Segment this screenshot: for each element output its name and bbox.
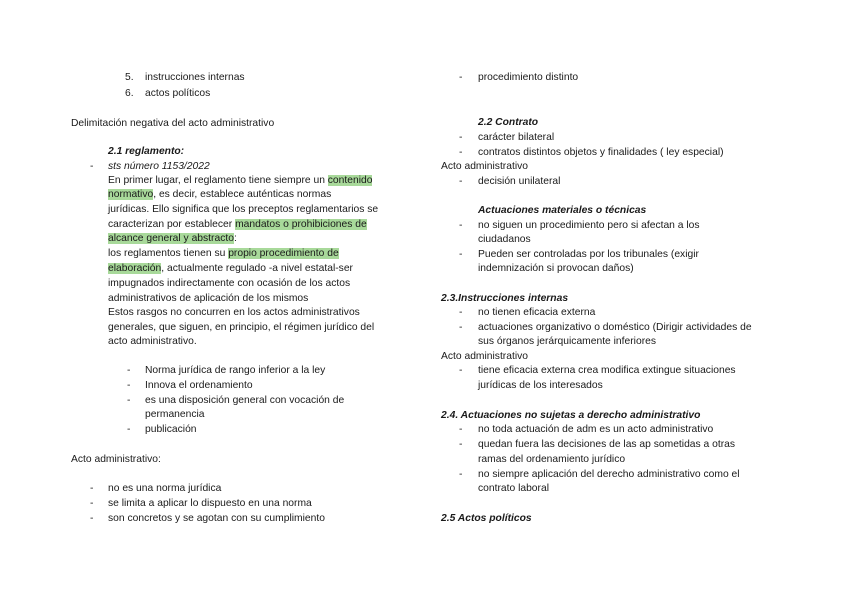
paragraph-line [108,262,353,276]
list-item: es una disposición general con vocación de [145,395,345,406]
list-item: no siempre aplicación del derecho administrativo como el [478,469,740,480]
list-item: tiene eficacia externa crea modifica extingue situaciones [478,365,736,376]
list-item: son concretos y se agotan con su cumplimiento [108,513,325,524]
list-item-continuation: ramas del ordenamiento jurídico [478,454,626,465]
highlighted-text: contenido [327,175,373,186]
list-item: se limita a aplicar lo dispuesto en una norma [108,498,312,509]
paragraph-line: generales, que siguen, en principio, el régimen jurídico del [108,322,375,333]
highlighted-text: mandatos o prohibiciones de [235,219,367,230]
list-item: decisión unilateral [478,176,561,187]
section-title-reglamento: 2.1 reglamento: [108,146,185,157]
list-number: 5. [125,72,134,83]
paragraph-line: impugnados indirectamente con ocasión de los actos [108,278,351,289]
list-item: Pueden ser controladas por los tribunales (exigir [478,249,699,260]
bullet-dash: - [459,72,463,83]
highlighted-text: propio procedimiento de [228,248,339,259]
list-item-continuation: sus órganos jerárquicamente inferiores [478,336,656,347]
bullet-dash: - [459,469,463,480]
paragraph-line [108,247,339,261]
list-item: publicación [145,424,197,435]
paragraph-line: administrativos de aplicación de los mismos [108,293,309,304]
bullet-dash: - [459,322,463,333]
bullet-dash: - [90,498,94,509]
list-number: 6. [125,88,134,99]
bullet-dash: - [127,424,131,435]
list-item: no es una norma jurídica [108,483,222,494]
section-title-actos-politicos: 2.5 Actos políticos [441,513,532,524]
acto-label: Acto administrativo [441,161,528,172]
section-title-no-sujetas: 2.4. Actuaciones no sujetas a derecho administrativo [441,410,701,421]
paragraph-line [108,188,331,202]
highlighted-text: normativo [108,189,154,200]
bullet-dash: - [459,439,463,450]
list-item: Norma jurídica de rango inferior a la ley [145,365,326,376]
list-item: carácter bilateral [478,132,555,143]
text-run: , es decir, establece auténticas normas [153,189,332,200]
list-item: no siguen un procedimiento pero si afectan a los [478,220,700,231]
acto-label: Acto administrativo [441,351,528,362]
text-run: : [233,233,237,244]
list-item: quedan fuera las decisiones de las ap sometidas a otras [478,439,736,450]
list-item-continuation: indemnización si provocan daños) [478,263,634,274]
highlighted-text: alcance general y abstracto [108,233,234,244]
bullet-dash: - [127,365,131,376]
section-title-instrucciones: 2.3.Instrucciones internas [441,293,569,304]
bullet-dash: - [127,395,131,406]
list-item-continuation: ciudadanos [478,234,531,245]
bullet-dash: - [90,161,94,172]
list-item: Innova el ordenamiento [145,380,253,391]
list-item: no tienen eficacia externa [478,307,596,318]
bullet-dash: - [90,513,94,524]
paragraph-line [108,218,367,232]
highlighted-text: elaboración [108,263,162,274]
bullet-dash: - [459,147,463,158]
bullet-dash: - [459,220,463,231]
bullet-dash: - [90,483,94,494]
text-run: En primer lugar, el reglamento tiene siempre un [108,175,328,186]
text-run: caracterizan por establecer [108,219,236,230]
section-heading: Delimitación negativa del acto administrativo [71,118,275,129]
bullet-dash: - [127,380,131,391]
list-item: contratos distintos objetos y finalidades ( ley especial) [478,147,724,158]
list-item: procedimiento distinto [478,72,579,83]
list-item: no toda actuación de adm es un acto administrativo [478,424,714,435]
acto-label: Acto administrativo: [71,454,161,465]
text-run: , actualmente regulado -a nivel estatal-ser [161,263,353,274]
text-run: los reglamentos tienen su [108,248,229,259]
list-item: actos políticos [145,88,211,99]
list-item: actuaciones organizativo o doméstico (Dirigir actividades de [478,322,752,333]
bullet-dash: - [459,365,463,376]
bullet-dash: - [459,176,463,187]
paragraph-line [108,174,372,188]
list-item-continuation: contrato laboral [478,483,549,494]
list-item-continuation: jurídicas de los interesados [478,380,603,391]
list-item: instrucciones internas [145,72,245,83]
bullet-dash: - [459,249,463,260]
sts-reference: sts número 1153/2022 [108,161,210,172]
section-title-actuaciones-materiales: Actuaciones materiales o técnicas [478,205,647,216]
list-item-continuation: permanencia [145,409,205,420]
paragraph-line [108,232,237,246]
paragraph-line: Estos rasgos no concurren en los actos administrativos [108,307,360,318]
paragraph-line: jurídicas. Ello significa que los preceptos reglamentarios se [108,204,379,215]
bullet-dash: - [459,307,463,318]
paragraph-line: acto administrativo. [108,336,197,347]
bullet-dash: - [459,424,463,435]
bullet-dash: - [459,132,463,143]
section-title-contrato: 2.2 Contrato [478,117,539,128]
